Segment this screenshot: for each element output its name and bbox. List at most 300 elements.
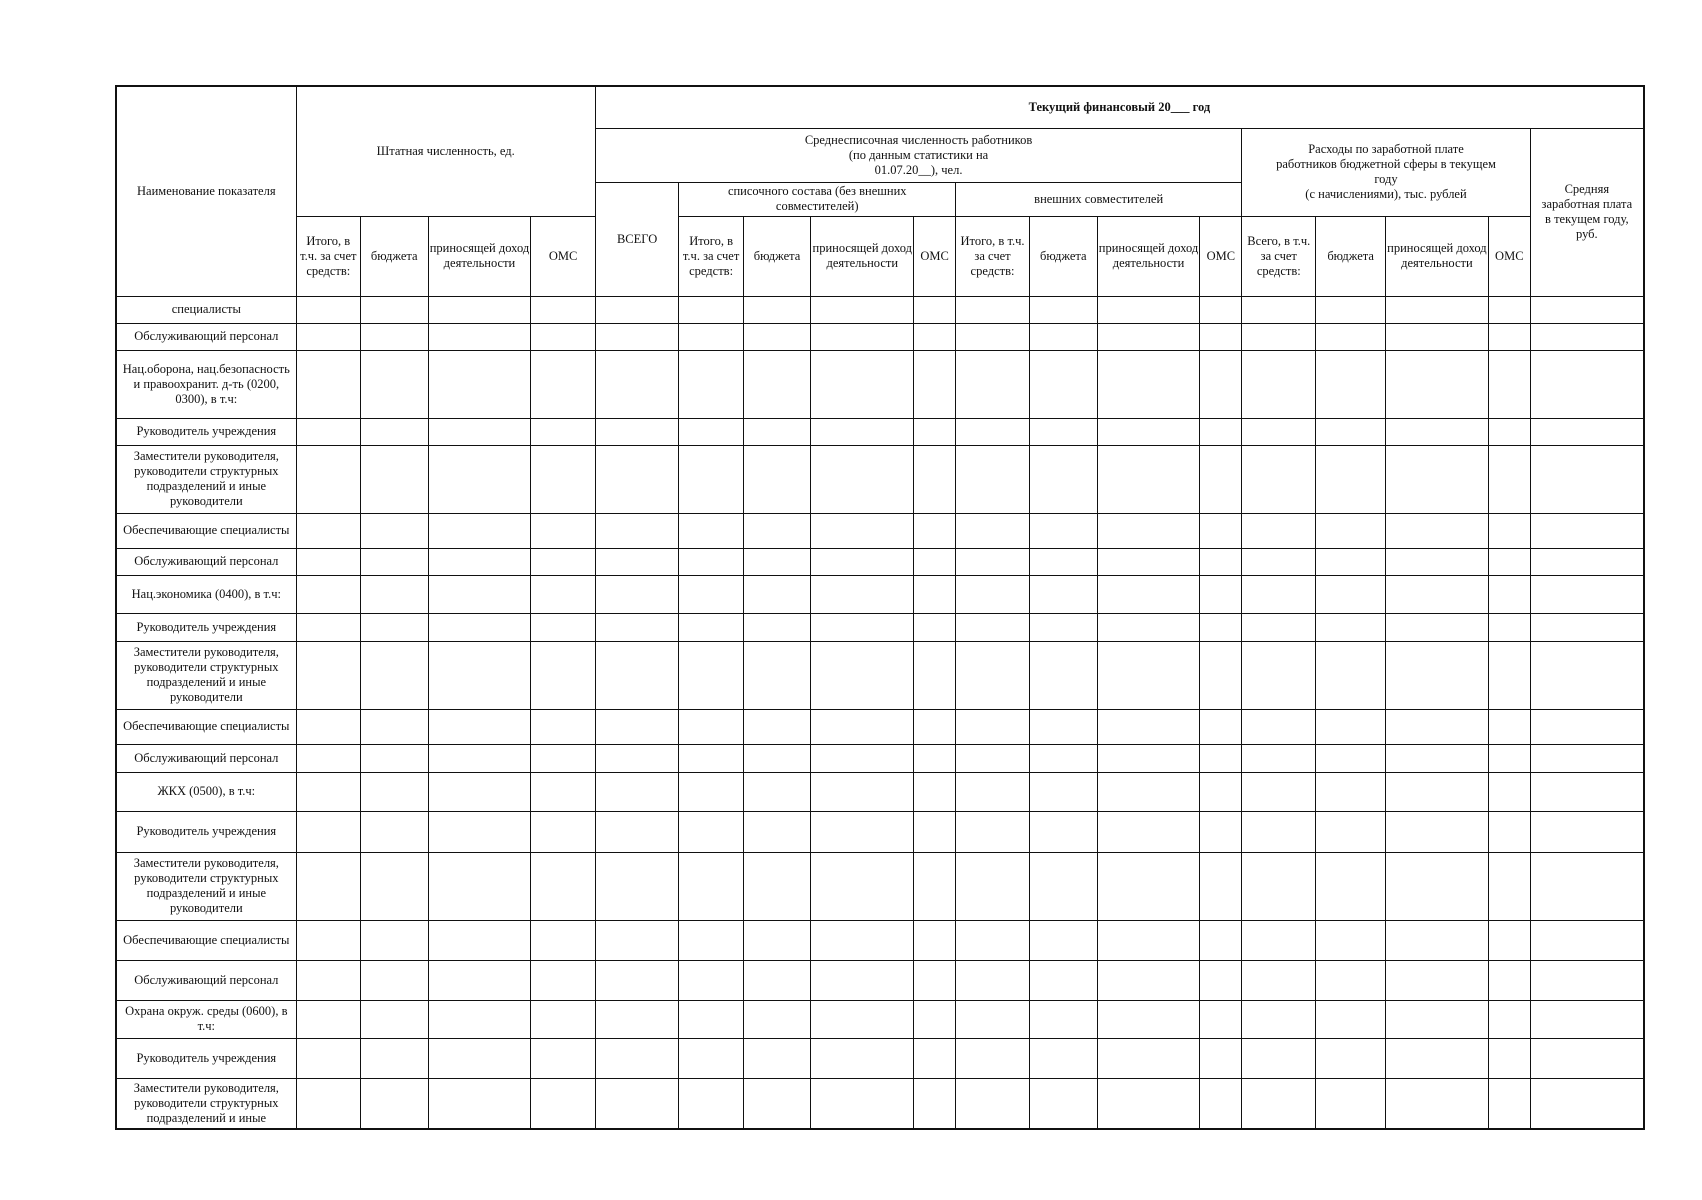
data-cell	[743, 1038, 811, 1078]
data-cell	[1242, 852, 1316, 920]
data-cell	[1242, 1078, 1316, 1129]
data-cell	[1488, 772, 1530, 811]
data-cell	[595, 575, 679, 613]
data-cell	[1200, 350, 1242, 418]
data-cell	[1488, 445, 1530, 513]
data-cell	[1385, 1038, 1488, 1078]
data-cell	[956, 811, 1030, 852]
data-cell	[1385, 1078, 1488, 1129]
salary-expenses-header: Расходы по заработной плате работников бюджетной сферы в текущем году (с начислениями), тыс. рублей	[1242, 128, 1530, 216]
data-cell	[743, 323, 811, 350]
data-cell	[428, 1038, 531, 1078]
data-cell	[1316, 548, 1386, 575]
data-cell	[811, 1038, 914, 1078]
data-cell	[679, 613, 743, 641]
data-cell	[360, 772, 428, 811]
data-cell	[1242, 296, 1316, 323]
data-cell	[811, 613, 914, 641]
table-row	[116, 445, 1644, 513]
data-cell	[296, 613, 360, 641]
data-cell	[1385, 641, 1488, 709]
data-cell	[1530, 323, 1644, 350]
data-cell	[811, 1000, 914, 1038]
data-cell	[1316, 920, 1386, 960]
data-cell	[1385, 296, 1488, 323]
data-cell	[1200, 575, 1242, 613]
data-cell	[1200, 296, 1242, 323]
data-cell	[428, 296, 531, 323]
data-cell	[811, 920, 914, 960]
vsego-header: ВСЕГО	[595, 182, 679, 296]
data-cell	[679, 772, 743, 811]
data-cell	[811, 323, 914, 350]
data-cell	[1530, 296, 1644, 323]
data-cell	[1316, 1038, 1386, 1078]
data-cell	[1530, 811, 1644, 852]
exp-income-header: приносящей доход деятельности	[1385, 216, 1488, 296]
data-cell	[679, 1078, 743, 1129]
staff-oms-header: ОМС	[531, 216, 595, 296]
data-cell	[428, 1078, 531, 1129]
data-cell	[595, 744, 679, 772]
row-label: Обслуживающий персонал	[116, 744, 296, 772]
data-cell	[956, 350, 1030, 418]
table-row	[116, 1038, 1644, 1078]
table-row	[116, 960, 1644, 1000]
data-cell	[296, 1000, 360, 1038]
data-cell	[914, 811, 956, 852]
data-cell	[811, 350, 914, 418]
data-cell	[1488, 641, 1530, 709]
data-cell	[679, 350, 743, 418]
data-cell	[360, 744, 428, 772]
data-cell	[296, 811, 360, 852]
data-cell	[914, 513, 956, 548]
data-cell	[743, 613, 811, 641]
data-cell	[1030, 1000, 1098, 1038]
external-staff-header: внешних совместителей	[956, 182, 1242, 216]
data-cell	[679, 513, 743, 548]
data-cell	[811, 960, 914, 1000]
data-cell	[428, 548, 531, 575]
form-sheet	[115, 85, 1645, 1130]
data-cell	[679, 811, 743, 852]
ext-total-header: Итого, в т.ч. за счет средств:	[956, 216, 1030, 296]
data-cell	[743, 920, 811, 960]
data-cell	[1385, 445, 1488, 513]
data-cell	[360, 613, 428, 641]
data-cell	[956, 513, 1030, 548]
row-label: Обслуживающий персонал	[116, 323, 296, 350]
data-cell	[1530, 1078, 1644, 1129]
data-cell	[1242, 641, 1316, 709]
data-cell	[1200, 1038, 1242, 1078]
data-cell	[1242, 920, 1316, 960]
data-cell	[296, 323, 360, 350]
data-cell	[1030, 1038, 1098, 1078]
data-cell	[296, 350, 360, 418]
data-cell	[595, 445, 679, 513]
data-cell	[1030, 811, 1098, 852]
data-cell	[595, 811, 679, 852]
data-cell	[595, 960, 679, 1000]
data-cell	[428, 418, 531, 445]
list-total-header: Итого, в т.ч. за счет средств:	[679, 216, 743, 296]
table-row	[116, 296, 1644, 323]
data-cell	[1530, 641, 1644, 709]
data-cell	[296, 1078, 360, 1129]
data-cell	[531, 350, 595, 418]
data-cell	[1316, 960, 1386, 1000]
data-cell	[1316, 296, 1386, 323]
data-cell	[296, 418, 360, 445]
data-cell	[1385, 575, 1488, 613]
data-cell	[428, 772, 531, 811]
data-cell	[811, 709, 914, 744]
data-cell	[1488, 709, 1530, 744]
data-cell	[1030, 350, 1098, 418]
data-cell	[360, 418, 428, 445]
data-cell	[1316, 445, 1386, 513]
data-cell	[1488, 811, 1530, 852]
data-cell	[679, 296, 743, 323]
data-cell	[1242, 445, 1316, 513]
data-cell	[1200, 445, 1242, 513]
data-cell	[914, 920, 956, 960]
data-cell	[914, 772, 956, 811]
data-cell	[1200, 613, 1242, 641]
data-cell	[360, 445, 428, 513]
data-cell	[1030, 418, 1098, 445]
avg-salary-header: Средняя заработная плата в текущем году, руб.	[1530, 128, 1644, 296]
data-cell	[914, 1038, 956, 1078]
ext-income-header: приносящей доход деятельности	[1097, 216, 1200, 296]
data-cell	[743, 852, 811, 920]
data-cell	[1316, 772, 1386, 811]
data-cell	[1530, 744, 1644, 772]
data-cell	[1385, 811, 1488, 852]
data-cell	[1097, 1038, 1200, 1078]
data-cell	[1530, 513, 1644, 548]
data-cell	[1242, 811, 1316, 852]
data-cell	[1097, 350, 1200, 418]
data-cell	[1200, 920, 1242, 960]
data-cell	[1030, 1078, 1098, 1129]
data-cell	[914, 296, 956, 323]
list-budget-header: бюджета	[743, 216, 811, 296]
data-cell	[1097, 920, 1200, 960]
data-cell	[1488, 296, 1530, 323]
data-cell	[914, 418, 956, 445]
data-cell	[956, 418, 1030, 445]
data-cell	[428, 575, 531, 613]
data-cell	[531, 418, 595, 445]
data-cell	[531, 513, 595, 548]
data-cell	[428, 744, 531, 772]
data-cell	[1385, 772, 1488, 811]
data-cell	[360, 548, 428, 575]
data-cell	[679, 418, 743, 445]
data-cell	[679, 960, 743, 1000]
data-cell	[1242, 323, 1316, 350]
data-cell	[679, 323, 743, 350]
data-cell	[914, 960, 956, 1000]
row-label: Заместители руководителя, руководители структурных подразделений и иные руководители	[116, 852, 296, 920]
data-cell	[1030, 744, 1098, 772]
data-cell	[1530, 418, 1644, 445]
data-cell	[1488, 960, 1530, 1000]
data-cell	[743, 1078, 811, 1129]
data-cell	[811, 641, 914, 709]
data-cell	[1242, 1038, 1316, 1078]
data-cell	[531, 296, 595, 323]
data-cell	[296, 548, 360, 575]
list-income-header: приносящей доход деятельности	[811, 216, 914, 296]
data-cell	[428, 920, 531, 960]
data-cell	[1316, 709, 1386, 744]
data-cell	[1385, 1000, 1488, 1038]
data-cell	[531, 960, 595, 1000]
data-cell	[428, 613, 531, 641]
data-cell	[1030, 548, 1098, 575]
data-cell	[531, 811, 595, 852]
table-row	[116, 641, 1644, 709]
data-cell	[1097, 1000, 1200, 1038]
data-cell	[1385, 548, 1488, 575]
data-cell	[360, 1078, 428, 1129]
data-cell	[679, 744, 743, 772]
data-cell	[1530, 575, 1644, 613]
data-cell	[679, 1038, 743, 1078]
data-cell	[1316, 350, 1386, 418]
data-cell	[428, 323, 531, 350]
data-cell	[1488, 513, 1530, 548]
list-oms-header: ОМС	[914, 216, 956, 296]
data-cell	[811, 445, 914, 513]
data-cell	[811, 548, 914, 575]
data-cell	[360, 350, 428, 418]
row-label: Обслуживающий персонал	[116, 548, 296, 575]
data-cell	[1030, 772, 1098, 811]
data-cell	[1530, 960, 1644, 1000]
data-cell	[1530, 548, 1644, 575]
data-cell	[296, 852, 360, 920]
data-cell	[1030, 920, 1098, 960]
data-cell	[428, 350, 531, 418]
data-cell	[595, 513, 679, 548]
data-cell	[360, 575, 428, 613]
data-cell	[956, 548, 1030, 575]
data-cell	[428, 641, 531, 709]
data-cell	[296, 960, 360, 1000]
data-cell	[296, 296, 360, 323]
data-cell	[296, 575, 360, 613]
data-cell	[1530, 445, 1644, 513]
data-cell	[1530, 1038, 1644, 1078]
data-cell	[296, 920, 360, 960]
data-cell	[1097, 744, 1200, 772]
data-cell	[679, 852, 743, 920]
data-cell	[679, 548, 743, 575]
data-cell	[914, 548, 956, 575]
data-cell	[595, 641, 679, 709]
data-cell	[1097, 960, 1200, 1000]
data-cell	[360, 1038, 428, 1078]
data-cell	[1097, 1078, 1200, 1129]
data-cell	[1488, 852, 1530, 920]
data-cell	[595, 1078, 679, 1129]
data-cell	[914, 575, 956, 613]
data-cell	[595, 1038, 679, 1078]
data-cell	[428, 445, 531, 513]
data-cell	[1200, 418, 1242, 445]
data-cell	[1097, 852, 1200, 920]
data-cell	[811, 852, 914, 920]
data-cell	[1097, 641, 1200, 709]
data-cell	[1097, 445, 1200, 513]
data-cell	[595, 920, 679, 960]
data-cell	[679, 445, 743, 513]
data-cell	[1530, 1000, 1644, 1038]
data-cell	[360, 513, 428, 548]
data-cell	[1200, 1078, 1242, 1129]
data-cell	[595, 418, 679, 445]
exp-budget-header: бюджета	[1316, 216, 1386, 296]
data-cell	[679, 709, 743, 744]
data-cell	[1097, 709, 1200, 744]
table-row	[116, 548, 1644, 575]
row-label: Заместители руководителя, руководители структурных подразделений и иные руководители	[116, 641, 296, 709]
table-row	[116, 1078, 1644, 1129]
data-cell	[531, 575, 595, 613]
table-row	[116, 744, 1644, 772]
data-cell	[956, 1000, 1030, 1038]
row-label: Обеспечивающие специалисты	[116, 709, 296, 744]
data-cell	[595, 350, 679, 418]
row-label: Обеспечивающие специалисты	[116, 920, 296, 960]
data-cell	[743, 296, 811, 323]
table-row	[116, 1000, 1644, 1038]
data-cell	[428, 852, 531, 920]
data-cell	[743, 960, 811, 1000]
row-label: Нац.оборона, нац.безопасность и правоохранит. д-ть (0200, 0300), в т.ч:	[116, 350, 296, 418]
staff-income-header: приносящей доход деятельности	[428, 216, 531, 296]
data-cell	[531, 852, 595, 920]
data-cell	[743, 811, 811, 852]
data-cell	[428, 709, 531, 744]
data-cell	[360, 323, 428, 350]
data-cell	[531, 445, 595, 513]
data-cell	[914, 350, 956, 418]
data-cell	[811, 513, 914, 548]
data-cell	[360, 852, 428, 920]
data-cell	[811, 772, 914, 811]
data-cell	[743, 641, 811, 709]
data-cell	[1385, 960, 1488, 1000]
data-cell	[595, 1000, 679, 1038]
data-cell	[296, 641, 360, 709]
data-cell	[743, 1000, 811, 1038]
data-cell	[811, 575, 914, 613]
data-cell	[956, 960, 1030, 1000]
table-row	[116, 811, 1644, 852]
data-cell	[1488, 418, 1530, 445]
data-cell	[1385, 852, 1488, 920]
data-cell	[811, 744, 914, 772]
data-cell	[1316, 852, 1386, 920]
data-cell	[1530, 613, 1644, 641]
data-cell	[360, 920, 428, 960]
row-label: специалисты	[116, 296, 296, 323]
data-cell	[811, 418, 914, 445]
data-cell	[531, 1038, 595, 1078]
table-row	[116, 575, 1644, 613]
data-cell	[1200, 323, 1242, 350]
data-cell	[595, 772, 679, 811]
table-row	[116, 418, 1644, 445]
data-cell	[531, 1000, 595, 1038]
data-cell	[531, 613, 595, 641]
data-cell	[595, 709, 679, 744]
data-cell	[1385, 920, 1488, 960]
data-cell	[1385, 744, 1488, 772]
data-cell	[1385, 350, 1488, 418]
row-label: Руководитель учреждения	[116, 613, 296, 641]
data-cell	[428, 1000, 531, 1038]
ext-budget-header: бюджета	[1030, 216, 1098, 296]
data-cell	[811, 1078, 914, 1129]
data-cell	[743, 548, 811, 575]
row-label: Обеспечивающие специалисты	[116, 513, 296, 548]
data-cell	[595, 296, 679, 323]
data-cell	[296, 513, 360, 548]
data-cell	[1316, 811, 1386, 852]
data-cell	[1030, 709, 1098, 744]
data-cell	[956, 852, 1030, 920]
exp-oms-header: ОМС	[1488, 216, 1530, 296]
data-cell	[1242, 350, 1316, 418]
data-cell	[1097, 811, 1200, 852]
data-cell	[1200, 811, 1242, 852]
data-cell	[679, 1000, 743, 1038]
data-cell	[360, 1000, 428, 1038]
list-staff-header: списочного состава (без внешних совместителей)	[679, 182, 956, 216]
data-cell	[1488, 920, 1530, 960]
data-cell	[1488, 744, 1530, 772]
data-cell	[428, 811, 531, 852]
data-cell	[1242, 575, 1316, 613]
data-cell	[1488, 1038, 1530, 1078]
data-cell	[531, 323, 595, 350]
row-label: Обслуживающий персонал	[116, 960, 296, 1000]
data-cell	[296, 744, 360, 772]
data-cell	[296, 1038, 360, 1078]
data-cell	[1030, 445, 1098, 513]
data-cell	[1200, 641, 1242, 709]
data-cell	[1030, 641, 1098, 709]
data-cell	[1316, 575, 1386, 613]
data-cell	[1200, 548, 1242, 575]
data-cell	[679, 575, 743, 613]
data-cell	[1030, 323, 1098, 350]
data-cell	[679, 920, 743, 960]
data-cell	[914, 323, 956, 350]
data-cell	[1200, 960, 1242, 1000]
data-cell	[1316, 744, 1386, 772]
data-cell	[1488, 1000, 1530, 1038]
data-cell	[1097, 772, 1200, 811]
data-cell	[296, 772, 360, 811]
